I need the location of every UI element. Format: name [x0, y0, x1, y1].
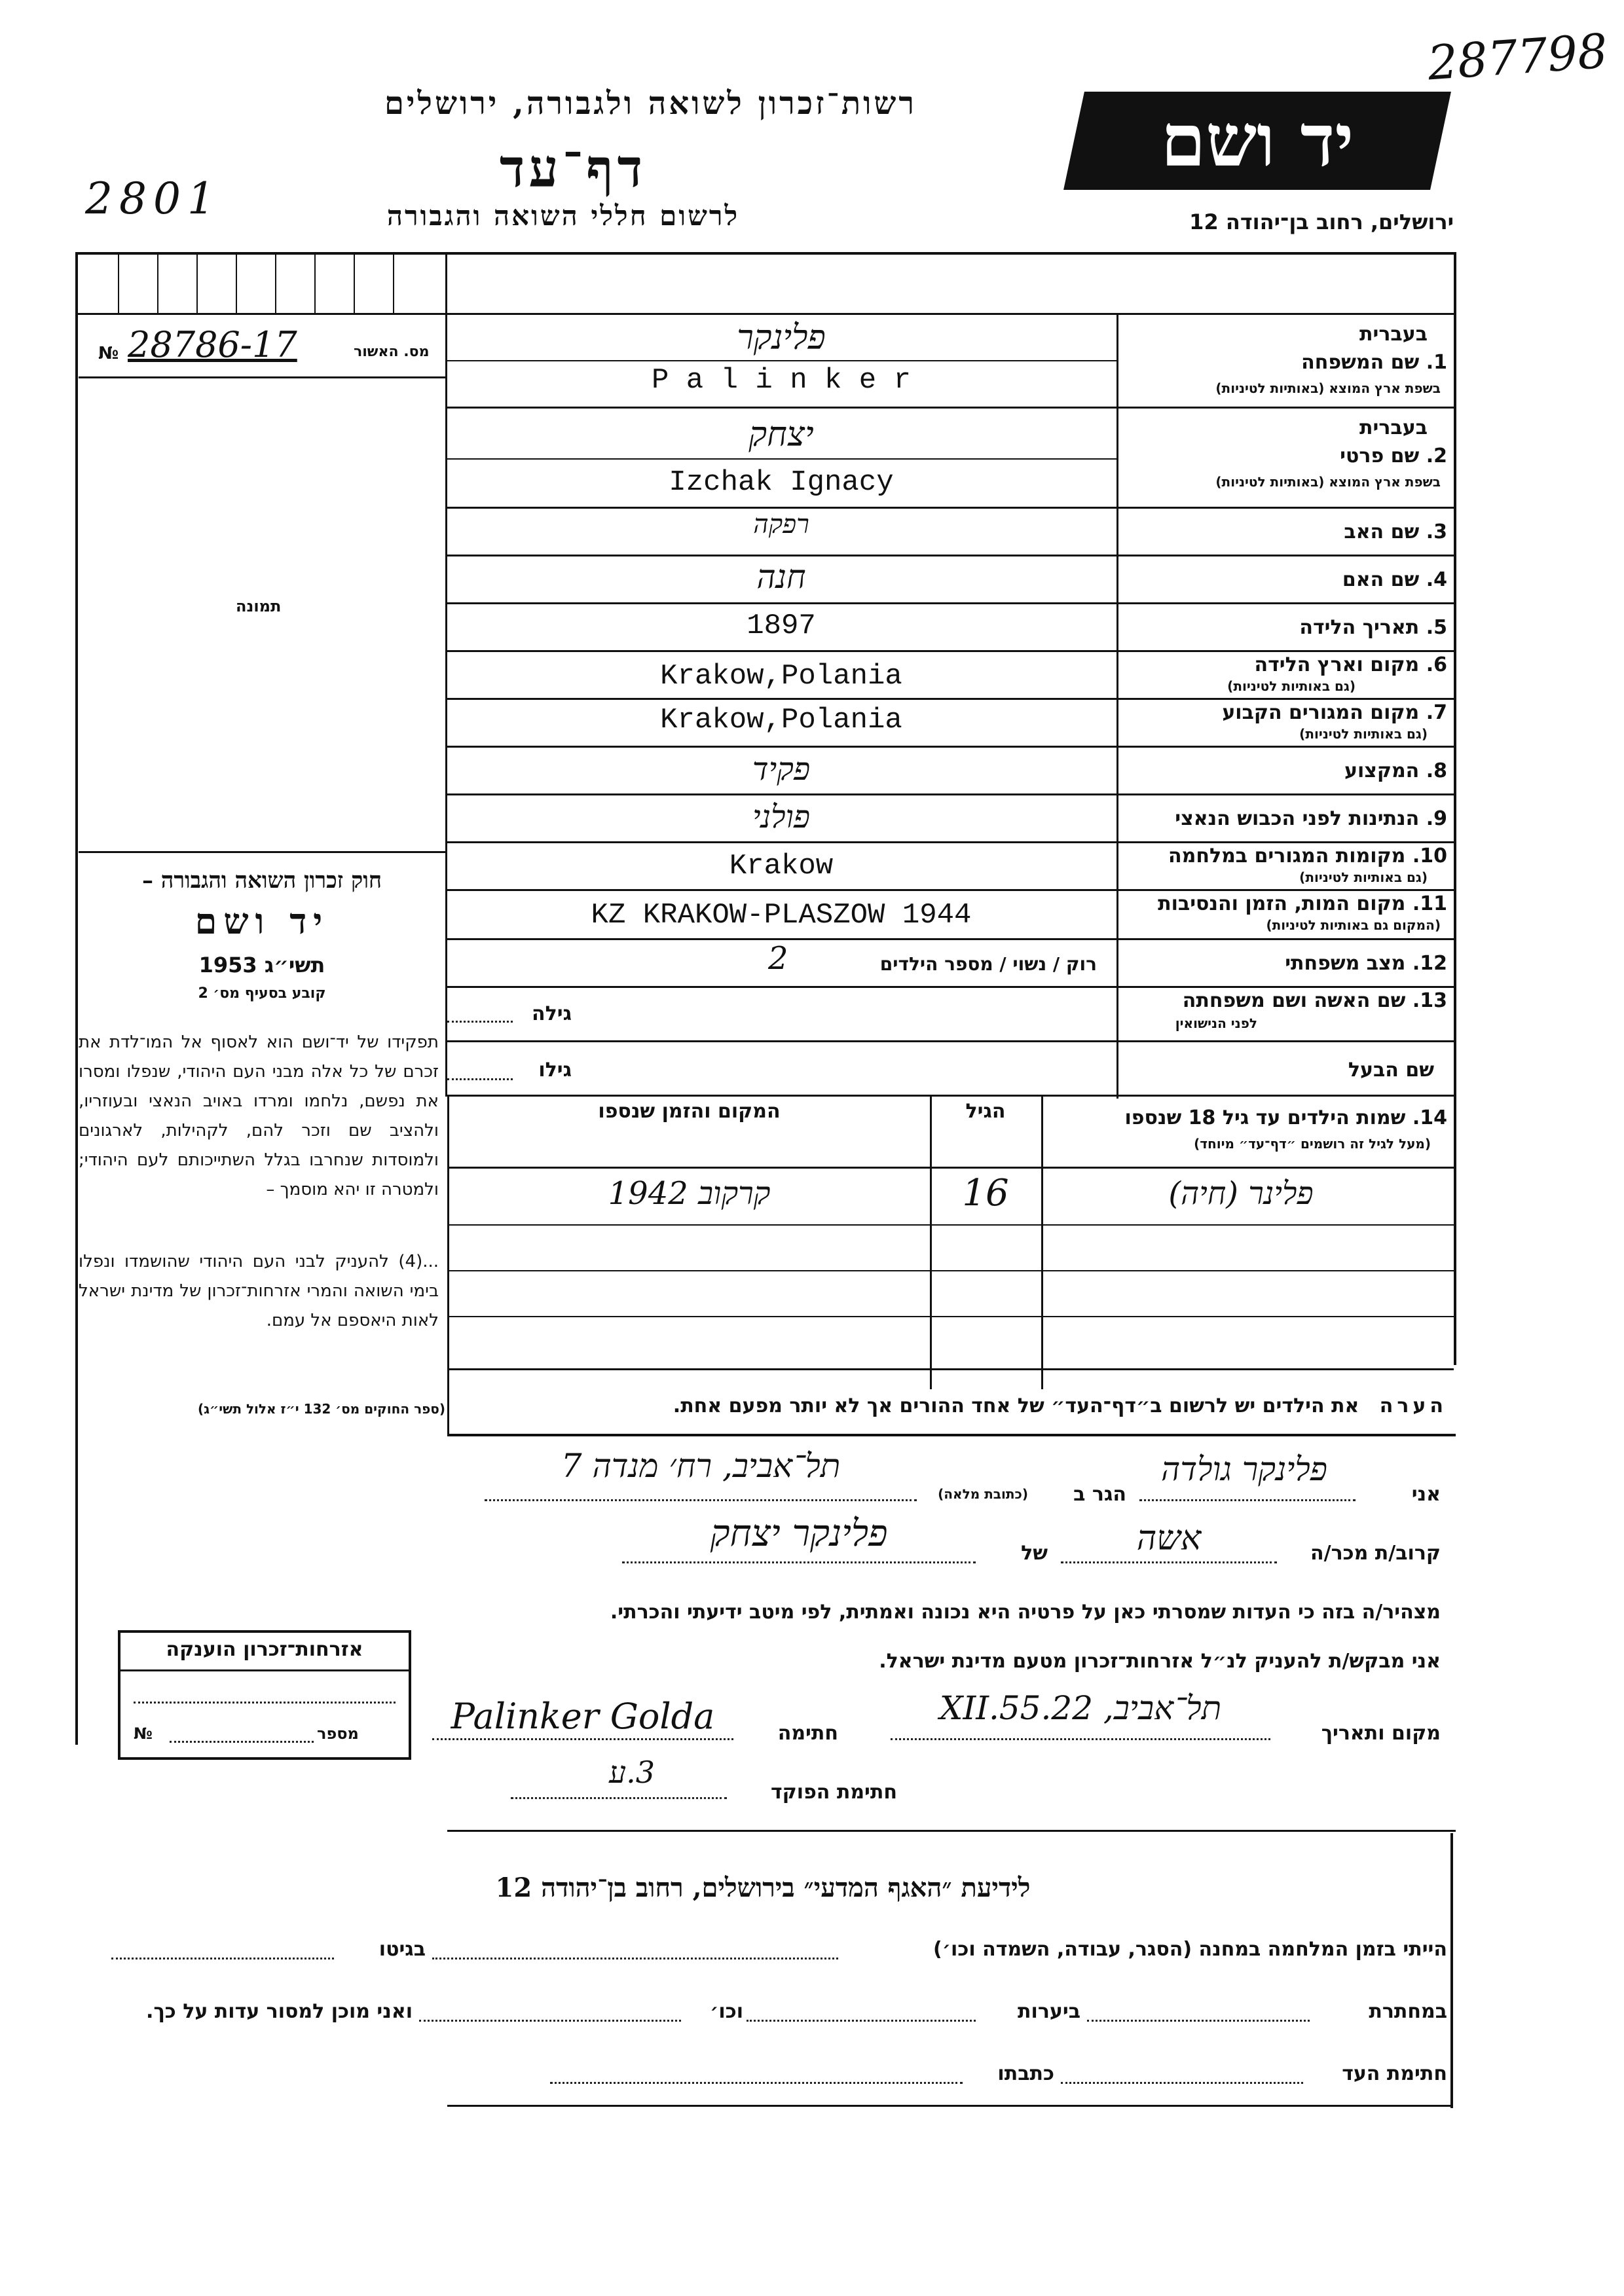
- law-source: (ספר החוקים מס׳ 132 י״ז אלול תשי״ג): [197, 1401, 445, 1417]
- declarant-of-label: של: [1021, 1542, 1048, 1565]
- field-10-sub: (גם באותיות לטיניות): [1299, 869, 1428, 885]
- field-first-name: [447, 409, 1454, 507]
- field-10-num: 10.: [1412, 845, 1447, 867]
- archive-number: 287798: [1426, 23, 1610, 91]
- field-7-sub: (גם באותיות לטיניות): [1299, 726, 1428, 742]
- field-wartime-residence: [447, 843, 1454, 889]
- mother-name-value: חנה: [756, 558, 806, 596]
- citizenship-number-label: מספר: [317, 1724, 359, 1743]
- field-profession: [447, 748, 1454, 793]
- note-label: הערה: [1379, 1394, 1447, 1417]
- residence-value: Krakow,Polania: [660, 704, 902, 737]
- field-6-name: מקום וארץ הלידה: [1254, 653, 1420, 676]
- law-year: תשי״ג 1953: [198, 953, 325, 977]
- field-nationality: [447, 795, 1454, 841]
- note: [471, 1394, 1447, 1417]
- field-7-num: 7.: [1426, 701, 1447, 724]
- law-text-2: ...(4) להעניק לבני העם היהודי שהושמדו ונפלו בימי השואה והמרי אזרחות־זכרון של מדינת ישראל לאות היאספם אל עמם.: [79, 1252, 439, 1330]
- form-title: דף־עד: [499, 137, 647, 199]
- field-birth-place: [447, 652, 1454, 698]
- field-3-label: [1120, 520, 1447, 543]
- declarant-i-label: אני: [1411, 1483, 1441, 1506]
- signature-value: Palinker Golda: [451, 1696, 715, 1737]
- field-mother-name: [447, 556, 1454, 602]
- field-6-label: [1120, 653, 1447, 676]
- father-name-value: רפקה: [753, 509, 809, 539]
- official-sig-label: חתימת הפוקד: [771, 1781, 897, 1804]
- declarant-relation: אשה: [1136, 1519, 1202, 1558]
- bottom-line1-a: הייתי בזמן המלחמה במחנה (הסגר, עבודה, השמדה וכו׳): [933, 1938, 1447, 1961]
- field-6-sub: (גם באותיות לטיניות): [1227, 678, 1356, 694]
- field-1-sub: בשפת ארץ המוצא (באותיות לטיניות): [1215, 380, 1441, 396]
- field-11-sub: (המקום גם באותיות לטיניות): [1266, 917, 1441, 933]
- field-1-label: [1120, 351, 1447, 374]
- child-1-age: 16: [962, 1172, 1009, 1214]
- field-11-label: [1107, 892, 1447, 915]
- law-title: חוק זכרון השואה והגבורה –: [141, 867, 382, 894]
- address: ירושלים, רחוב בן־יהודה 12: [1189, 210, 1454, 234]
- nationality-value: פולני: [752, 799, 811, 835]
- bottom-line1-b: בגיטו: [378, 1938, 426, 1961]
- field-8-name: המקצוע: [1344, 759, 1420, 782]
- authority-name: רשות־זכרון לשואה ולגבורה, ירושלים: [384, 85, 917, 122]
- declarant-address-sub: (כתובת מלאה): [938, 1486, 1028, 1502]
- field-1-hebrew-label: בעברית: [1359, 323, 1428, 346]
- declarant-relation-label: קרוב/ת מכר/ה: [1310, 1542, 1441, 1565]
- approval-label: מס. האשור: [354, 344, 430, 360]
- child-1-name: פלינר (חיה): [1168, 1175, 1314, 1212]
- official-sig-value: 3.ע: [609, 1755, 655, 1790]
- field-2-label: [1120, 445, 1447, 467]
- field-10-label: [1107, 845, 1447, 867]
- approval-prefix: №: [98, 344, 119, 363]
- field-4-num: 4.: [1426, 568, 1447, 591]
- field-3-name: שם האב: [1344, 520, 1420, 543]
- field-wife: [447, 988, 1454, 1040]
- signature-label: חתימה: [777, 1722, 838, 1745]
- field-13-num: 13.: [1412, 989, 1447, 1012]
- field-7-label: [1120, 701, 1447, 724]
- field-9-label: [1107, 807, 1447, 830]
- law-name: יד ושם: [194, 900, 329, 942]
- first-name-hebrew: יצחק: [748, 415, 814, 454]
- bottom-line2-c: וכו׳: [710, 2000, 743, 2023]
- approval-number: 28786-17: [128, 324, 297, 365]
- field-2-hebrew-label: בעברית: [1359, 416, 1428, 439]
- children-label: [1044, 1106, 1447, 1129]
- place-date-value: תל־אביב, 22.XII.55: [939, 1689, 1222, 1727]
- family-name-latin: P a l i n k e r: [651, 364, 912, 397]
- form-number: 2801: [85, 173, 221, 224]
- field-husband: [447, 1042, 1454, 1095]
- field-13-sub: לפני הנישואין: [1175, 1015, 1257, 1031]
- children-title: שמות הילדים עד גיל 18 שנספו: [1124, 1106, 1406, 1129]
- law-text: תפקידו של יד־ושם הוא לאסוף אל המו־לדת את זכרם של כל אלה מבני העם היהודי, שנפלו ומסרו את נפשם, נלחמו ומרדו באויב הנאצי ובעוזריו, ולהציב שם וזכר להם, לקהילות, לארגונים ולמוסדות שנחרבו בגלל השתייכותם לעם היהודי; ולמטרה זו יהא מוסמך –: [79, 1032, 439, 1199]
- law-clause: קובע בסעיף מס׳ 2: [198, 985, 326, 1002]
- field-2-sub: בשפת ארץ המוצא (באותיות לטיניות): [1215, 474, 1441, 490]
- bottom-line3-a: חתימת העד: [1342, 2062, 1447, 2085]
- children-count-value: 2: [768, 940, 788, 977]
- field-12-label: [1185, 952, 1447, 975]
- child-1-place: קרקוב 1942: [608, 1175, 771, 1212]
- field-5-name: תאריך הלידה: [1299, 616, 1420, 639]
- children-col-place: המקום והזמן שנספו: [598, 1100, 781, 1123]
- field-death: [447, 891, 1454, 938]
- field-12-name: מצב משפחתי: [1285, 952, 1406, 975]
- husband-age-label: גילו: [538, 1059, 572, 1082]
- bottom-line2-b: ביערות: [1018, 2000, 1080, 2023]
- field-11-name: מקום המות, הזמן והנסיבות: [1158, 892, 1406, 915]
- field-8-num: 8.: [1426, 759, 1447, 782]
- declarant-of-name: פלינקר יצחק: [710, 1512, 888, 1555]
- field-5-num: 5.: [1426, 616, 1447, 639]
- birth-place-value: Krakow,Polania: [660, 660, 902, 693]
- husband-age-dots: [447, 1078, 513, 1080]
- field-4-name: שם האם: [1342, 568, 1420, 591]
- field-1-name: שם המשפחה: [1301, 351, 1420, 374]
- field-10-name: מקומות המגורים במלחמה: [1168, 845, 1406, 867]
- bottom-line3-b: כתבתו: [997, 2062, 1054, 2085]
- photo-label: תמונה: [236, 597, 282, 615]
- family-name-hebrew: פלינקר: [737, 318, 826, 357]
- citizenship-title: אזרחות־זכרון הוענקה: [166, 1638, 363, 1661]
- request-text: אני מבקש/ת להעניק לנ״ל אזרחות־זכרון מטעם מדינת ישראל.: [879, 1650, 1441, 1673]
- field-13-name: שם האשה ושם משפחתה: [1182, 989, 1406, 1012]
- field-7-name: מקום המגורים הקבוע: [1222, 701, 1420, 724]
- bottom-title: לידיעת ״האגף המדעי״ בירושלים, רחוב בן־יהודה 12: [495, 1872, 1031, 1903]
- field-4-label: [1120, 568, 1447, 591]
- place-date-label: מקום ותאריך: [1321, 1722, 1441, 1745]
- field-5-label: [1120, 616, 1447, 639]
- field-13-label: [1107, 989, 1447, 1012]
- birth-date-value: 1897: [747, 610, 816, 642]
- field-2-num: 2.: [1426, 445, 1447, 467]
- field-family-status: [447, 940, 1454, 986]
- field-9-num: 9.: [1426, 807, 1447, 830]
- field-12-options: רוק / נשוי / מספר הילדים: [879, 953, 1097, 975]
- declarant-address: תל־אביב, רח׳ מנדה 7: [561, 1447, 841, 1485]
- wife-age-label: גילה: [532, 1002, 572, 1025]
- bottom-line2-a: במחתרת: [1369, 2000, 1447, 2023]
- field-residence: [447, 700, 1454, 746]
- note-text: את הילדים יש לרשום ב״דף־העד״ של אחד ההורים אך לא יותר מפעם אחת.: [673, 1394, 1359, 1417]
- field-8-label: [1120, 759, 1447, 782]
- field-1-num: 1.: [1426, 351, 1447, 374]
- bottom-line2-d: ואני מוכן למסור עדות על כך.: [146, 2000, 413, 2023]
- death-value: KZ KRAKOW-PLASZOW 1944: [591, 899, 972, 932]
- children-col-age: הגיל: [965, 1100, 1006, 1123]
- citizenship-box: [118, 1630, 411, 1760]
- form-subtitle: לרשום חללי השואה והגבורה: [386, 200, 740, 232]
- logo-text: יד ושם: [1160, 98, 1354, 183]
- field-6-num: 6.: [1426, 653, 1447, 676]
- wartime-residence-value: Krakow: [729, 850, 834, 883]
- declarant-name: פלינקר גולדה: [1161, 1450, 1327, 1488]
- children-sub: (מעל לגיל זה רושמים ״דף־עד״ מיוחד): [1194, 1136, 1431, 1152]
- children-num: 14.: [1412, 1106, 1447, 1129]
- field-father-name: [447, 509, 1454, 555]
- field-2-name: שם פרטי: [1340, 445, 1420, 467]
- husband-label: שם הבעל: [1348, 1059, 1434, 1082]
- citizenship-number-prefix: №: [134, 1724, 153, 1743]
- declarant-lives-label: הגר ב: [1073, 1483, 1126, 1506]
- field-11-num: 11.: [1412, 892, 1447, 915]
- field-birth-date: [447, 604, 1454, 650]
- field-9-name: הנתינות לפני הכבוש הנאצי: [1175, 807, 1420, 830]
- first-name-latin: Izchak Ignacy: [669, 466, 894, 499]
- profession-value: פקיד: [752, 751, 811, 788]
- field-12-num: 12.: [1412, 952, 1447, 975]
- field-3-num: 3.: [1426, 520, 1447, 543]
- declaration-text: מצהיר/ה בזה כי העדות שמסרתי כאן על פרטיה היא נכונה ואמתית, לפי מיטב ידיעתי והכרתי.: [610, 1601, 1441, 1624]
- logo: [1063, 92, 1451, 190]
- wife-age-dots: [447, 1021, 513, 1023]
